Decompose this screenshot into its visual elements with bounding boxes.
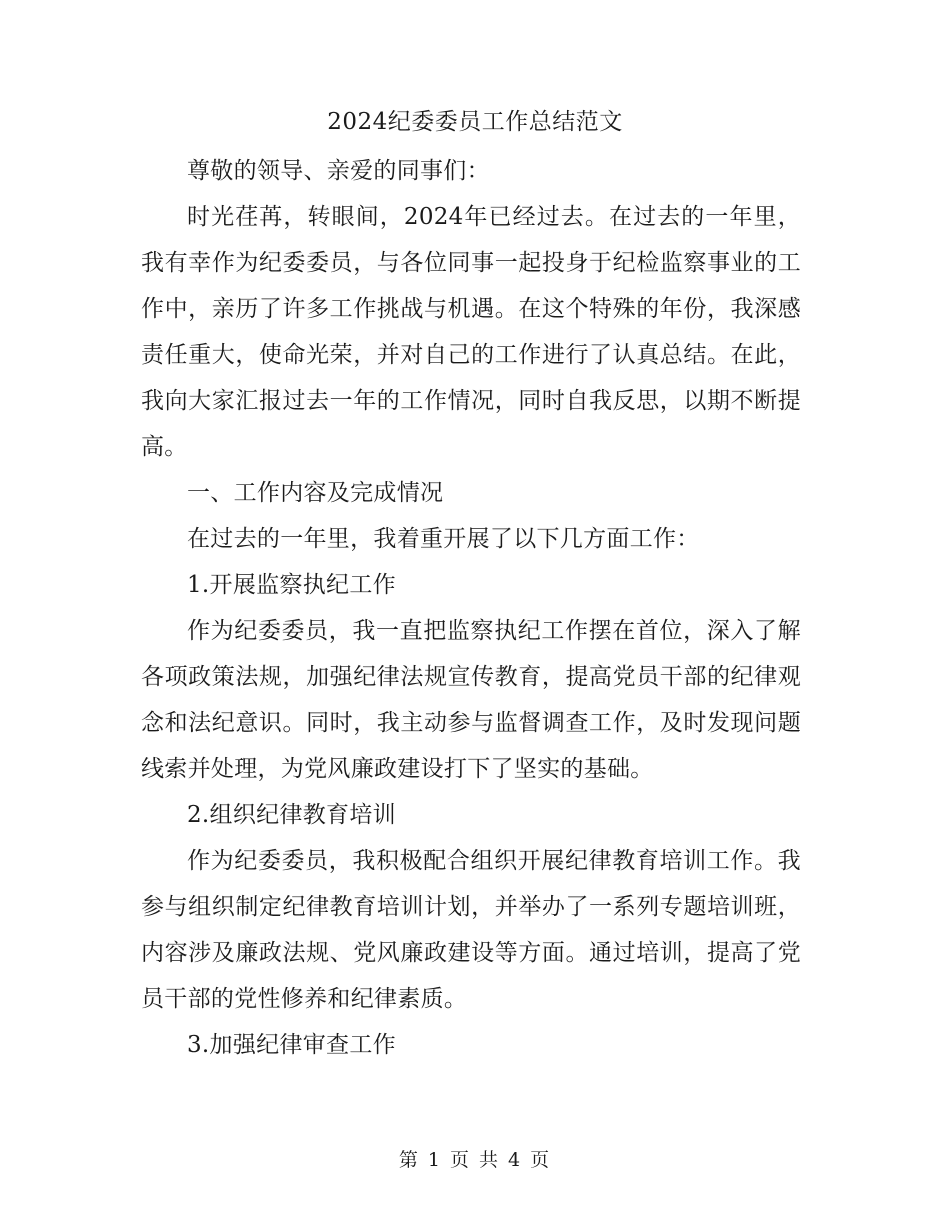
subsection-1-paragraph: 作为纪委委员，我一直把监察执纪工作摆在首位，深入了解各项政策法规，加强纪律法规宣传教育，提高党员干部的纪律观念和法纪意识。同时，我主动参与监督调查工作，及时发现问题线索并处理，为党风廉政建设打下了坚实的基础。 [141, 618, 801, 782]
subheading-2: 2.组织纪律教育培训 [187, 802, 396, 828]
section-intro-paragraph: 在过去的一年里，我着重开展了以下几方面工作： [187, 526, 700, 552]
document-body [141, 148, 801, 1068]
subsection-2-paragraph: 作为纪委委员，我积极配合组织开展纪律教育培训工作。我参与组织制定纪律教育培训计划，并举办了一系列专题培训班，内容涉及廉政法规、党风廉政建设等方面。通过培训，提高了党员干部的党性修养和纪律素质。 [141, 848, 801, 1012]
intro-paragraph: 时光荏苒，转眼间，2024年已经过去。在过去的一年里，我有幸作为纪委委员，与各位同事一起投身于纪检监察事业的工作中，亲历了许多工作挑战与机遇。在这个特殊的年份，我深感责任重大，使命光荣，并对自己的工作进行了认真总结。在此，我向大家汇报过去一年的工作情况，同时自我反思，以期不断提高。 [141, 204, 801, 460]
salutation: 尊敬的领导、亲爱的同事们： [187, 158, 490, 184]
subheading-1: 1.开展监察执纪工作 [187, 572, 396, 598]
document-title: 2024纪委委员工作总结范文 [327, 109, 623, 135]
subheading-3: 3.加强纪律审查工作 [187, 1032, 396, 1058]
section-heading-1: 一、工作内容及完成情况 [187, 480, 444, 506]
page-number-footer: 第 1 页 共 4 页 [398, 1149, 552, 1171]
